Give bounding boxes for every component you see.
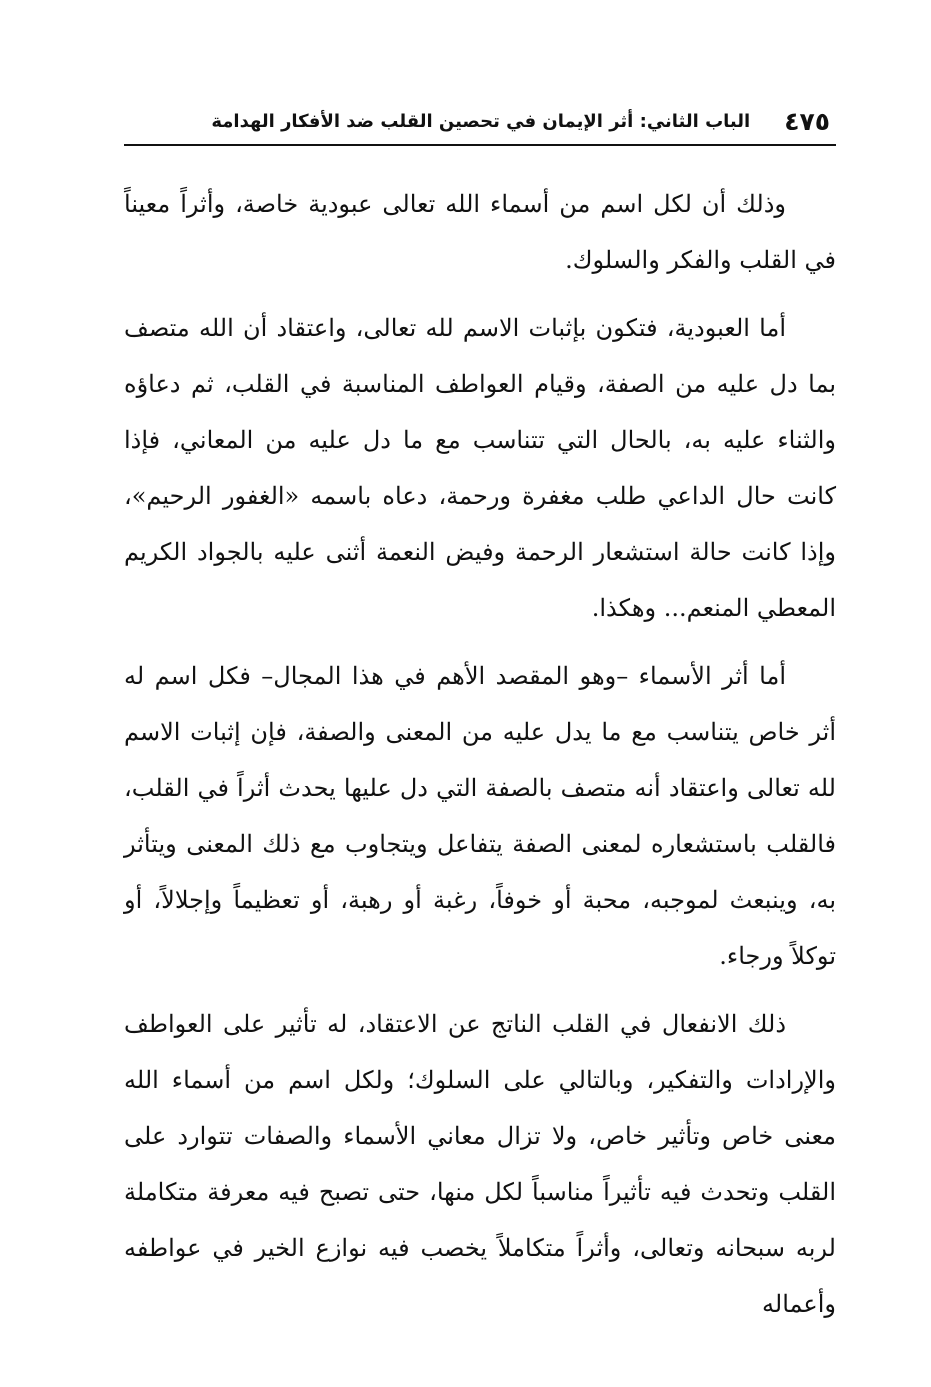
paragraph-4: ذلك الانفعال في القلب الناتج عن الاعتقاد، له تأثير على العواطف والإرادات والتفكير، وبالتالي على السلوك؛ ولكل اسم من أسماء الله معنى خاص وتأثير خاص، ولا تزال معاني الأسماء والصفات تتوارد على القلب وتحدث فيه تأثيراً مناسباً لكل منها، حتى تصبح فيه معرفة متكاملة لربه سبحانه وتعالى، وأثراً متكاملاً يخصب فيه نوازع الخير في عواطفه وأعماله bbox=[124, 1010, 836, 1318]
chapter-title: الباب الثاني: أثر الإيمان في تحصين القلب ضد الأفكار الهدامة bbox=[211, 110, 751, 132]
paragraph-3: أما أثر الأسماء –وهو المقصد الأهم في هذا المجال– فكل اسم له أثر خاص يتناسب مع ما يدل عليه من المعنى والصفة، فإن إثبات الاسم لله تعالى واعتقاد أنه متصف بالصفة التي دل عليها يحدث أثراً في القلب، فالقلب باستشعاره لمعنى الصفة يتفاعل ويتجاوب مع ذلك المعنى ويتأثر به، وينبعث لموجبه، محبة أو خوفاً، رغبة أو رهبة، أو تعظيماً وإجلالاً، أو توكلاً ورجاء. bbox=[124, 662, 836, 970]
running-header bbox=[124, 98, 836, 146]
body-text bbox=[124, 176, 836, 1344]
page-number: ٤٧٥ bbox=[784, 106, 830, 136]
paragraph-2: أما العبودية، فتكون بإثبات الاسم لله تعالى، واعتقاد أن الله متصف بما دل عليه من الصفة، وقيام العواطف المناسبة في القلب، ثم دعاؤه والثناء عليه به، بالحال التي تتناسب مع ما دل عليه من المعاني، فإذا كانت حال الداعي طلب مغفرة ورحمة، دعاه باسمه «الغفور الرحيم»، وإذا كانت حالة استشعار الرحمة وفيض النعمة أثنى عليه بالجواد الكريم المعطي المنعم... وهكذا. bbox=[124, 314, 837, 622]
paragraph-1: وذلك أن لكل اسم من أسماء الله تعالى عبودية خاصة، وأثراً معيناً في القلب والفكر والسلوك. bbox=[124, 190, 836, 274]
